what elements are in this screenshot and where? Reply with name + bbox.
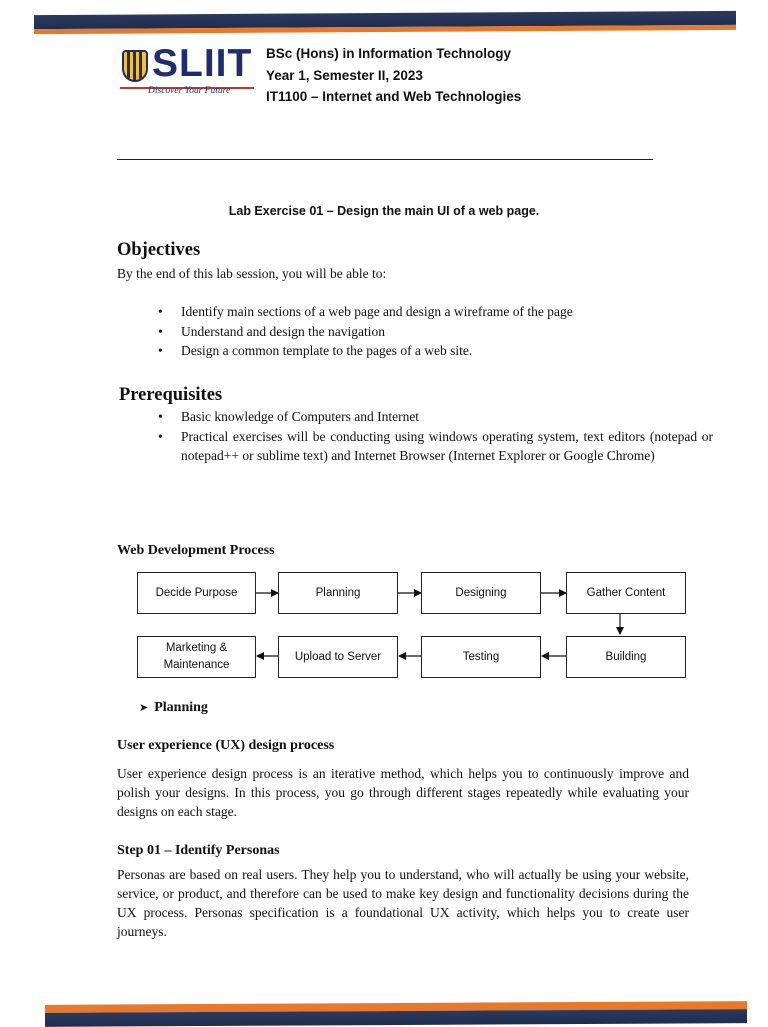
step-building: Building	[566, 636, 686, 678]
ux-heading: User experience (UX) design process	[117, 738, 335, 753]
step-marketing-maintenance: Marketing & Maintenance	[137, 636, 256, 678]
logo-wordmark: SLIIT	[152, 42, 253, 85]
ux-paragraph: User experience design process is an iterative method, which helps you to continuously improve and polish your designs. In this process, you go through different stages repeatedly while evaluating your designs on each stage.	[117, 766, 689, 819]
step-upload-to-server: Upload to Server	[278, 636, 398, 678]
lab-title: Lab Exercise 01 – Design the main UI of a web page.	[228, 204, 540, 218]
list-item: • Identify main sections of a web page and design a wireframe of the page	[158, 302, 698, 322]
arrow-bullet-icon: ➤	[139, 701, 149, 714]
step-testing: Testing	[421, 636, 541, 678]
objectives-intro: By the end of this lab session, you will be able to:	[117, 266, 387, 281]
list-item: • Basic knowledge of Computers and Internet	[158, 407, 713, 427]
module-name: IT1100 – Internet and Web Technologies	[266, 89, 522, 104]
step-designing: Designing	[421, 572, 541, 614]
year-semester: Year 1, Semester II, 2023	[266, 68, 423, 83]
planning-subheading	[139, 700, 208, 716]
process-heading: Web Development Process	[117, 543, 275, 558]
step-gather-content: Gather Content	[566, 572, 686, 614]
step01-paragraph: Personas are based on real users. They help you to understand, who will actually be using your website, service, or product, and therefore can be used to make key design and functionality decisions during the UX process. Personas specification is a foundational UX activity, which helps you to create user journeys.	[117, 867, 689, 939]
planning-label: Planning	[154, 700, 208, 715]
step01-heading: Step 01 – Identify Personas	[117, 843, 280, 858]
step-decide-purpose: Decide Purpose	[137, 572, 256, 614]
logo-tagline: Discover Your Future	[148, 86, 231, 96]
step-planning: Planning	[278, 572, 398, 614]
list-item: • Understand and design the navigation	[158, 322, 698, 342]
list-item: • Practical exercises will be conducting using windows operating system, text editors (notepad or notepad++ or sublime text) and Internet Browser (Internet Explorer or Google Chrome)	[158, 427, 713, 465]
objectives-heading: Objectives	[117, 240, 201, 260]
list-item: • Design a common template to the pages of a web site.	[158, 341, 698, 361]
prerequisites-heading: Prerequisites	[119, 385, 223, 405]
program-name: BSc (Hons) in Information Technology	[266, 46, 511, 61]
